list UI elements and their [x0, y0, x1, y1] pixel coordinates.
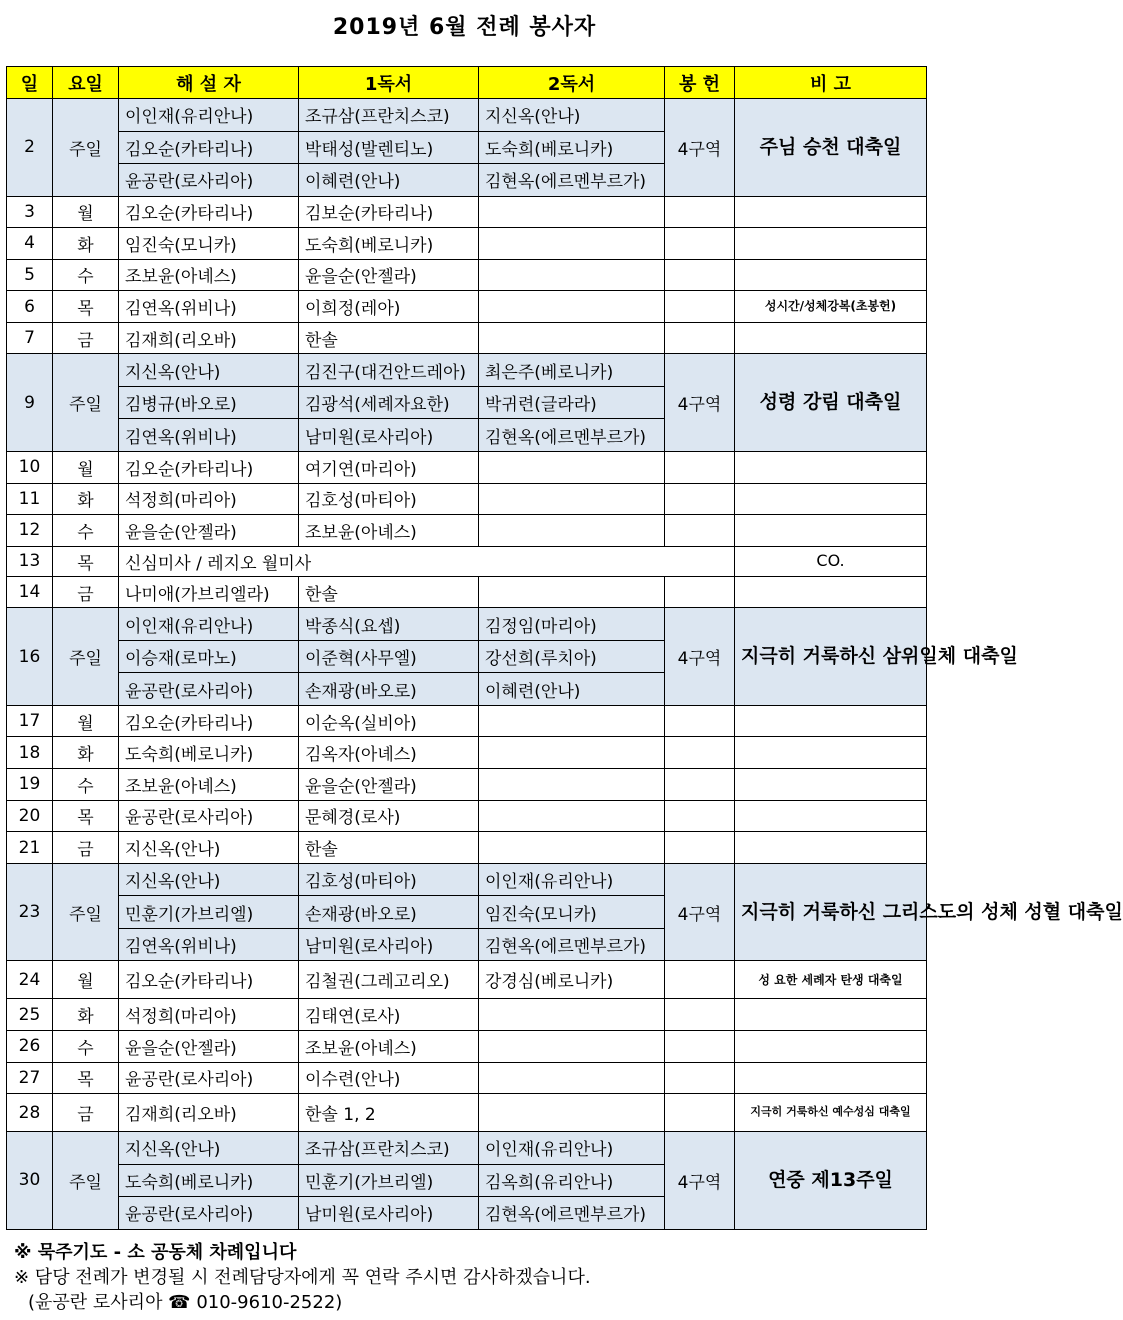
reader2-cell: 김현옥(에르멘부르가)	[479, 419, 665, 452]
offertory-cell	[665, 705, 735, 737]
remarks-cell: 성시간/성체강복(초봉헌)	[735, 291, 927, 323]
weekday-cell: 화	[53, 483, 119, 515]
offertory-cell	[665, 451, 735, 483]
reader1-cell: 남미원(로사리아)	[299, 1197, 479, 1230]
table-row	[7, 546, 927, 576]
table-row	[7, 259, 927, 291]
reader2-cell	[479, 259, 665, 291]
weekday-cell: 월	[53, 961, 119, 999]
remarks-cell: 성 요한 세례자 탄생 대축일	[735, 961, 927, 999]
commentator-cell: 김오순(카타리나)	[119, 131, 299, 164]
remarks-cell	[735, 196, 927, 228]
day-cell: 18	[7, 737, 53, 769]
day-cell: 11	[7, 483, 53, 515]
commentator-cell: 윤공란(로사리아)	[119, 1062, 299, 1094]
reader2-cell	[479, 737, 665, 769]
schedule-table	[6, 66, 1123, 1230]
reader1-cell: 한솔 1, 2	[299, 1094, 479, 1132]
reader2-cell	[479, 1030, 665, 1062]
weekday-cell: 수	[53, 769, 119, 801]
reader1-cell: 한솔	[299, 576, 479, 608]
commentator-cell: 조보윤(아녜스)	[119, 259, 299, 291]
remarks-cell: 지극히 거룩하신 예수성심 대축일	[735, 1094, 927, 1132]
offertory-cell	[665, 1030, 735, 1062]
reader2-cell: 이혜련(안나)	[479, 673, 665, 706]
table-row	[7, 576, 927, 608]
reader1-cell: 김철권(그레고리오)	[299, 961, 479, 999]
table-row	[7, 515, 927, 547]
day-cell: 3	[7, 196, 53, 228]
weekday-cell: 금	[53, 576, 119, 608]
weekday-cell: 주일	[53, 354, 119, 452]
day-cell: 26	[7, 1030, 53, 1062]
commentator-cell: 석정희(마리아)	[119, 999, 299, 1031]
reader1-cell: 박종식(요셉)	[299, 608, 479, 641]
table-row	[7, 322, 927, 354]
offertory-cell	[665, 832, 735, 864]
remarks-cell	[735, 737, 927, 769]
reader1-cell: 김호성(마티아)	[299, 483, 479, 515]
commentator-cell: 김연옥(위비나)	[119, 419, 299, 452]
reader2-cell: 임진숙(모니카)	[479, 896, 665, 929]
reader1-cell: 윤을순(안젤라)	[299, 259, 479, 291]
offertory-cell	[665, 800, 735, 832]
table-row	[7, 961, 927, 999]
table-row	[7, 483, 927, 515]
reader1-cell: 손재광(바오로)	[299, 896, 479, 929]
commentator-cell: 김오순(카타리나)	[119, 705, 299, 737]
offertory-cell	[665, 769, 735, 801]
reader1-cell: 한솔	[299, 832, 479, 864]
reader2-cell: 김현옥(에르멘부르가)	[479, 928, 665, 961]
day-cell: 23	[7, 863, 53, 961]
reader1-cell: 이준혁(사무엘)	[299, 640, 479, 673]
commentator-cell: 임진숙(모니카)	[119, 228, 299, 260]
reader2-cell	[479, 1094, 665, 1132]
weekday-cell: 화	[53, 999, 119, 1031]
header-row	[7, 67, 927, 99]
reader2-cell: 최은주(베로니카)	[479, 354, 665, 387]
reader1-cell: 한솔	[299, 322, 479, 354]
reader1-cell: 박태성(발렌티노)	[299, 131, 479, 164]
offertory-cell: 4구역	[665, 1132, 735, 1230]
offertory-cell	[665, 483, 735, 515]
weekday-cell: 주일	[53, 608, 119, 706]
remarks-cell	[735, 451, 927, 483]
reader1-cell: 조보윤(아녜스)	[299, 515, 479, 547]
reader2-cell	[479, 800, 665, 832]
table-row	[7, 705, 927, 737]
reader2-cell: 지신옥(안나)	[479, 99, 665, 132]
commentator-cell: 김연옥(위비나)	[119, 291, 299, 323]
day-cell: 13	[7, 546, 53, 576]
commentator-cell: 윤을순(안젤라)	[119, 515, 299, 547]
day-cell: 28	[7, 1094, 53, 1132]
offertory-cell	[665, 196, 735, 228]
remarks-cell	[735, 228, 927, 260]
reader2-cell: 이인재(유리안나)	[479, 863, 665, 896]
remarks-cell	[735, 259, 927, 291]
remarks-cell: 성령 강림 대축일	[735, 354, 927, 452]
day-cell: 5	[7, 259, 53, 291]
table-row	[7, 228, 927, 260]
table-row	[7, 99, 927, 132]
reader2-cell: 김옥희(유리안나)	[479, 1164, 665, 1197]
table-row	[7, 769, 927, 801]
reader2-cell	[479, 196, 665, 228]
day-cell: 25	[7, 999, 53, 1031]
reader1-cell: 조보윤(아녜스)	[299, 1030, 479, 1062]
commentator-cell: 도숙희(베로니카)	[119, 737, 299, 769]
reader2-cell: 강선희(루치아)	[479, 640, 665, 673]
weekday-cell: 월	[53, 451, 119, 483]
remarks-cell: 주님 승천 대축일	[735, 99, 927, 197]
reader1-cell: 손재광(바오로)	[299, 673, 479, 706]
reader1-cell: 민훈기(가브리엘)	[299, 1164, 479, 1197]
remarks-cell: CO.	[735, 546, 927, 576]
reader1-cell: 김진구(대건안드레아)	[299, 354, 479, 387]
weekday-cell: 금	[53, 832, 119, 864]
reader1-cell: 김광석(세례자요한)	[299, 386, 479, 419]
reader2-cell	[479, 576, 665, 608]
weekday-cell: 목	[53, 546, 119, 576]
commentator-cell: 지신옥(안나)	[119, 832, 299, 864]
weekday-cell: 목	[53, 291, 119, 323]
table-row	[7, 1094, 927, 1132]
weekday-cell: 화	[53, 228, 119, 260]
offertory-cell	[665, 999, 735, 1031]
weekday-cell: 수	[53, 259, 119, 291]
commentator-cell: 김오순(카타리나)	[119, 961, 299, 999]
commentator-cell: 지신옥(안나)	[119, 354, 299, 387]
commentator-cell: 김병규(바오로)	[119, 386, 299, 419]
commentator-cell: 석정희(마리아)	[119, 483, 299, 515]
day-cell: 7	[7, 322, 53, 354]
commentator-cell: 이인재(유리안나)	[119, 608, 299, 641]
reader2-cell: 강경심(베로니카)	[479, 961, 665, 999]
header-remarks: 비 고	[735, 67, 927, 99]
reader1-cell: 조규삼(프란치스코)	[299, 1132, 479, 1165]
reader2-cell: 도숙희(베로니카)	[479, 131, 665, 164]
table-row	[7, 1030, 927, 1062]
offertory-cell	[665, 291, 735, 323]
reader2-cell	[479, 483, 665, 515]
day-cell: 21	[7, 832, 53, 864]
weekday-cell: 주일	[53, 1132, 119, 1230]
day-cell: 9	[7, 354, 53, 452]
day-cell: 19	[7, 769, 53, 801]
remarks-cell	[735, 515, 927, 547]
reader2-cell	[479, 291, 665, 323]
day-cell: 27	[7, 1062, 53, 1094]
reader1-cell: 이혜련(안나)	[299, 164, 479, 197]
weekday-cell: 목	[53, 800, 119, 832]
table-row	[7, 999, 927, 1031]
remarks-cell	[735, 576, 927, 608]
weekday-cell: 월	[53, 196, 119, 228]
reader2-cell: 김현옥(에르멘부르가)	[479, 164, 665, 197]
header-reader1: 1독서	[299, 67, 479, 99]
table-row	[7, 737, 927, 769]
reader1-cell: 문혜경(로사)	[299, 800, 479, 832]
reader2-cell	[479, 832, 665, 864]
reader1-cell: 여기연(마리아)	[299, 451, 479, 483]
weekday-cell: 화	[53, 737, 119, 769]
commentator-cell: 민훈기(가브리엘)	[119, 896, 299, 929]
reader1-cell: 윤을순(안젤라)	[299, 769, 479, 801]
commentator-cell: 이승재(로마노)	[119, 640, 299, 673]
reader2-cell: 이인재(유리안나)	[479, 1132, 665, 1165]
offertory-cell	[665, 576, 735, 608]
reader2-cell	[479, 999, 665, 1031]
offertory-cell: 4구역	[665, 863, 735, 961]
weekday-cell: 목	[53, 1062, 119, 1094]
remarks-cell	[735, 705, 927, 737]
commentator-cell: 지신옥(안나)	[119, 1132, 299, 1165]
offertory-cell: 4구역	[665, 99, 735, 197]
offertory-cell	[665, 515, 735, 547]
commentator-cell: 지신옥(안나)	[119, 863, 299, 896]
reader2-cell	[479, 322, 665, 354]
table-row	[7, 1132, 927, 1165]
commentator-cell: 김오순(카타리나)	[119, 451, 299, 483]
footer-line-rosary: ※ 묵주기도 - 소 공동체 차례입니다	[14, 1242, 297, 1263]
reader2-cell	[479, 451, 665, 483]
reader2-cell	[479, 228, 665, 260]
remarks-cell: 지극히 거룩하신 그리스도의 성체 성혈 대축일	[735, 863, 927, 961]
table-row	[7, 196, 927, 228]
weekday-cell: 월	[53, 705, 119, 737]
commentator-cell: 윤공란(로사리아)	[119, 800, 299, 832]
day-cell: 16	[7, 608, 53, 706]
commentator-cell: 윤공란(로사리아)	[119, 673, 299, 706]
special-mass-cell: 신심미사 / 레지오 월미사	[119, 546, 735, 576]
remarks-cell	[735, 769, 927, 801]
reader1-cell: 이순옥(실비아)	[299, 705, 479, 737]
offertory-cell	[665, 737, 735, 769]
weekday-cell: 금	[53, 1094, 119, 1132]
weekday-cell: 주일	[53, 863, 119, 961]
reader1-cell: 김보순(카타리나)	[299, 196, 479, 228]
table-row	[7, 832, 927, 864]
offertory-cell	[665, 1062, 735, 1094]
footer-line-contact-phone: (윤공란 로사리아 ☎ 010-9610-2522)	[28, 1292, 343, 1313]
header-commentator: 해 설 자	[119, 67, 299, 99]
offertory-cell	[665, 322, 735, 354]
day-cell: 14	[7, 576, 53, 608]
commentator-cell: 윤공란(로사리아)	[119, 164, 299, 197]
reader1-cell: 김태연(로사)	[299, 999, 479, 1031]
remarks-cell	[735, 1062, 927, 1094]
commentator-cell: 이인재(유리안나)	[119, 99, 299, 132]
weekday-cell: 수	[53, 515, 119, 547]
commentator-cell: 조보윤(아녜스)	[119, 769, 299, 801]
reader2-cell: 박귀련(글라라)	[479, 386, 665, 419]
day-cell: 30	[7, 1132, 53, 1230]
offertory-cell: 4구역	[665, 608, 735, 706]
remarks-cell	[735, 999, 927, 1031]
commentator-cell: 김재희(리오바)	[119, 322, 299, 354]
remarks-cell	[735, 832, 927, 864]
day-cell: 20	[7, 800, 53, 832]
remarks-cell: 지극히 거룩하신 삼위일체 대축일	[735, 608, 927, 706]
header-weekday: 요일	[53, 67, 119, 99]
weekday-cell: 금	[53, 322, 119, 354]
table-row	[7, 291, 927, 323]
day-cell: 10	[7, 451, 53, 483]
offertory-cell	[665, 259, 735, 291]
reader2-cell	[479, 705, 665, 737]
remarks-cell	[735, 1030, 927, 1062]
table-row	[7, 863, 927, 896]
day-cell: 17	[7, 705, 53, 737]
header-day: 일	[7, 67, 53, 99]
commentator-cell: 김오순(카타리나)	[119, 196, 299, 228]
offertory-cell: 4구역	[665, 354, 735, 452]
weekday-cell: 주일	[53, 99, 119, 197]
remarks-cell	[735, 322, 927, 354]
reader2-cell	[479, 769, 665, 801]
day-cell: 6	[7, 291, 53, 323]
reader2-cell: 김정임(마리아)	[479, 608, 665, 641]
reader1-cell: 이희정(레아)	[299, 291, 479, 323]
reader1-cell: 남미원(로사리아)	[299, 928, 479, 961]
header-reader2: 2독서	[479, 67, 665, 99]
table-row	[7, 451, 927, 483]
reader2-cell	[479, 1062, 665, 1094]
reader1-cell: 김옥자(아녜스)	[299, 737, 479, 769]
commentator-cell: 윤공란(로사리아)	[119, 1197, 299, 1230]
commentator-cell: 윤을순(안젤라)	[119, 1030, 299, 1062]
weekday-cell: 수	[53, 1030, 119, 1062]
table-row	[7, 354, 927, 387]
day-cell: 4	[7, 228, 53, 260]
commentator-cell: 나미애(가브리엘라)	[119, 576, 299, 608]
table-row	[7, 1062, 927, 1094]
remarks-cell: 연중 제13주일	[735, 1132, 927, 1230]
reader1-cell: 조규삼(프란치스코)	[299, 99, 479, 132]
reader1-cell: 김호성(마티아)	[299, 863, 479, 896]
footer-line-contact-request: ※ 담당 전례가 변경될 시 전례담당자에게 꼭 연락 주시면 감사하겠습니다.	[14, 1267, 591, 1288]
table-row	[7, 608, 927, 641]
header-offertory: 봉 헌	[665, 67, 735, 99]
offertory-cell	[665, 228, 735, 260]
offertory-cell	[665, 1094, 735, 1132]
page-title: 2019년 6월 전례 봉사자	[332, 15, 597, 40]
commentator-cell: 김재희(리오바)	[119, 1094, 299, 1132]
table-row	[7, 800, 927, 832]
reader2-cell	[479, 515, 665, 547]
offertory-cell	[665, 961, 735, 999]
footer-notes	[14, 1240, 591, 1315]
day-cell: 2	[7, 99, 53, 197]
day-cell: 24	[7, 961, 53, 999]
reader1-cell: 이수련(안나)	[299, 1062, 479, 1094]
remarks-cell	[735, 800, 927, 832]
day-cell: 12	[7, 515, 53, 547]
remarks-cell	[735, 483, 927, 515]
commentator-cell: 김연옥(위비나)	[119, 928, 299, 961]
reader2-cell: 김현옥(에르멘부르가)	[479, 1197, 665, 1230]
commentator-cell: 도숙희(베로니카)	[119, 1164, 299, 1197]
reader1-cell: 남미원(로사리아)	[299, 419, 479, 452]
reader1-cell: 도숙희(베로니카)	[299, 228, 479, 260]
